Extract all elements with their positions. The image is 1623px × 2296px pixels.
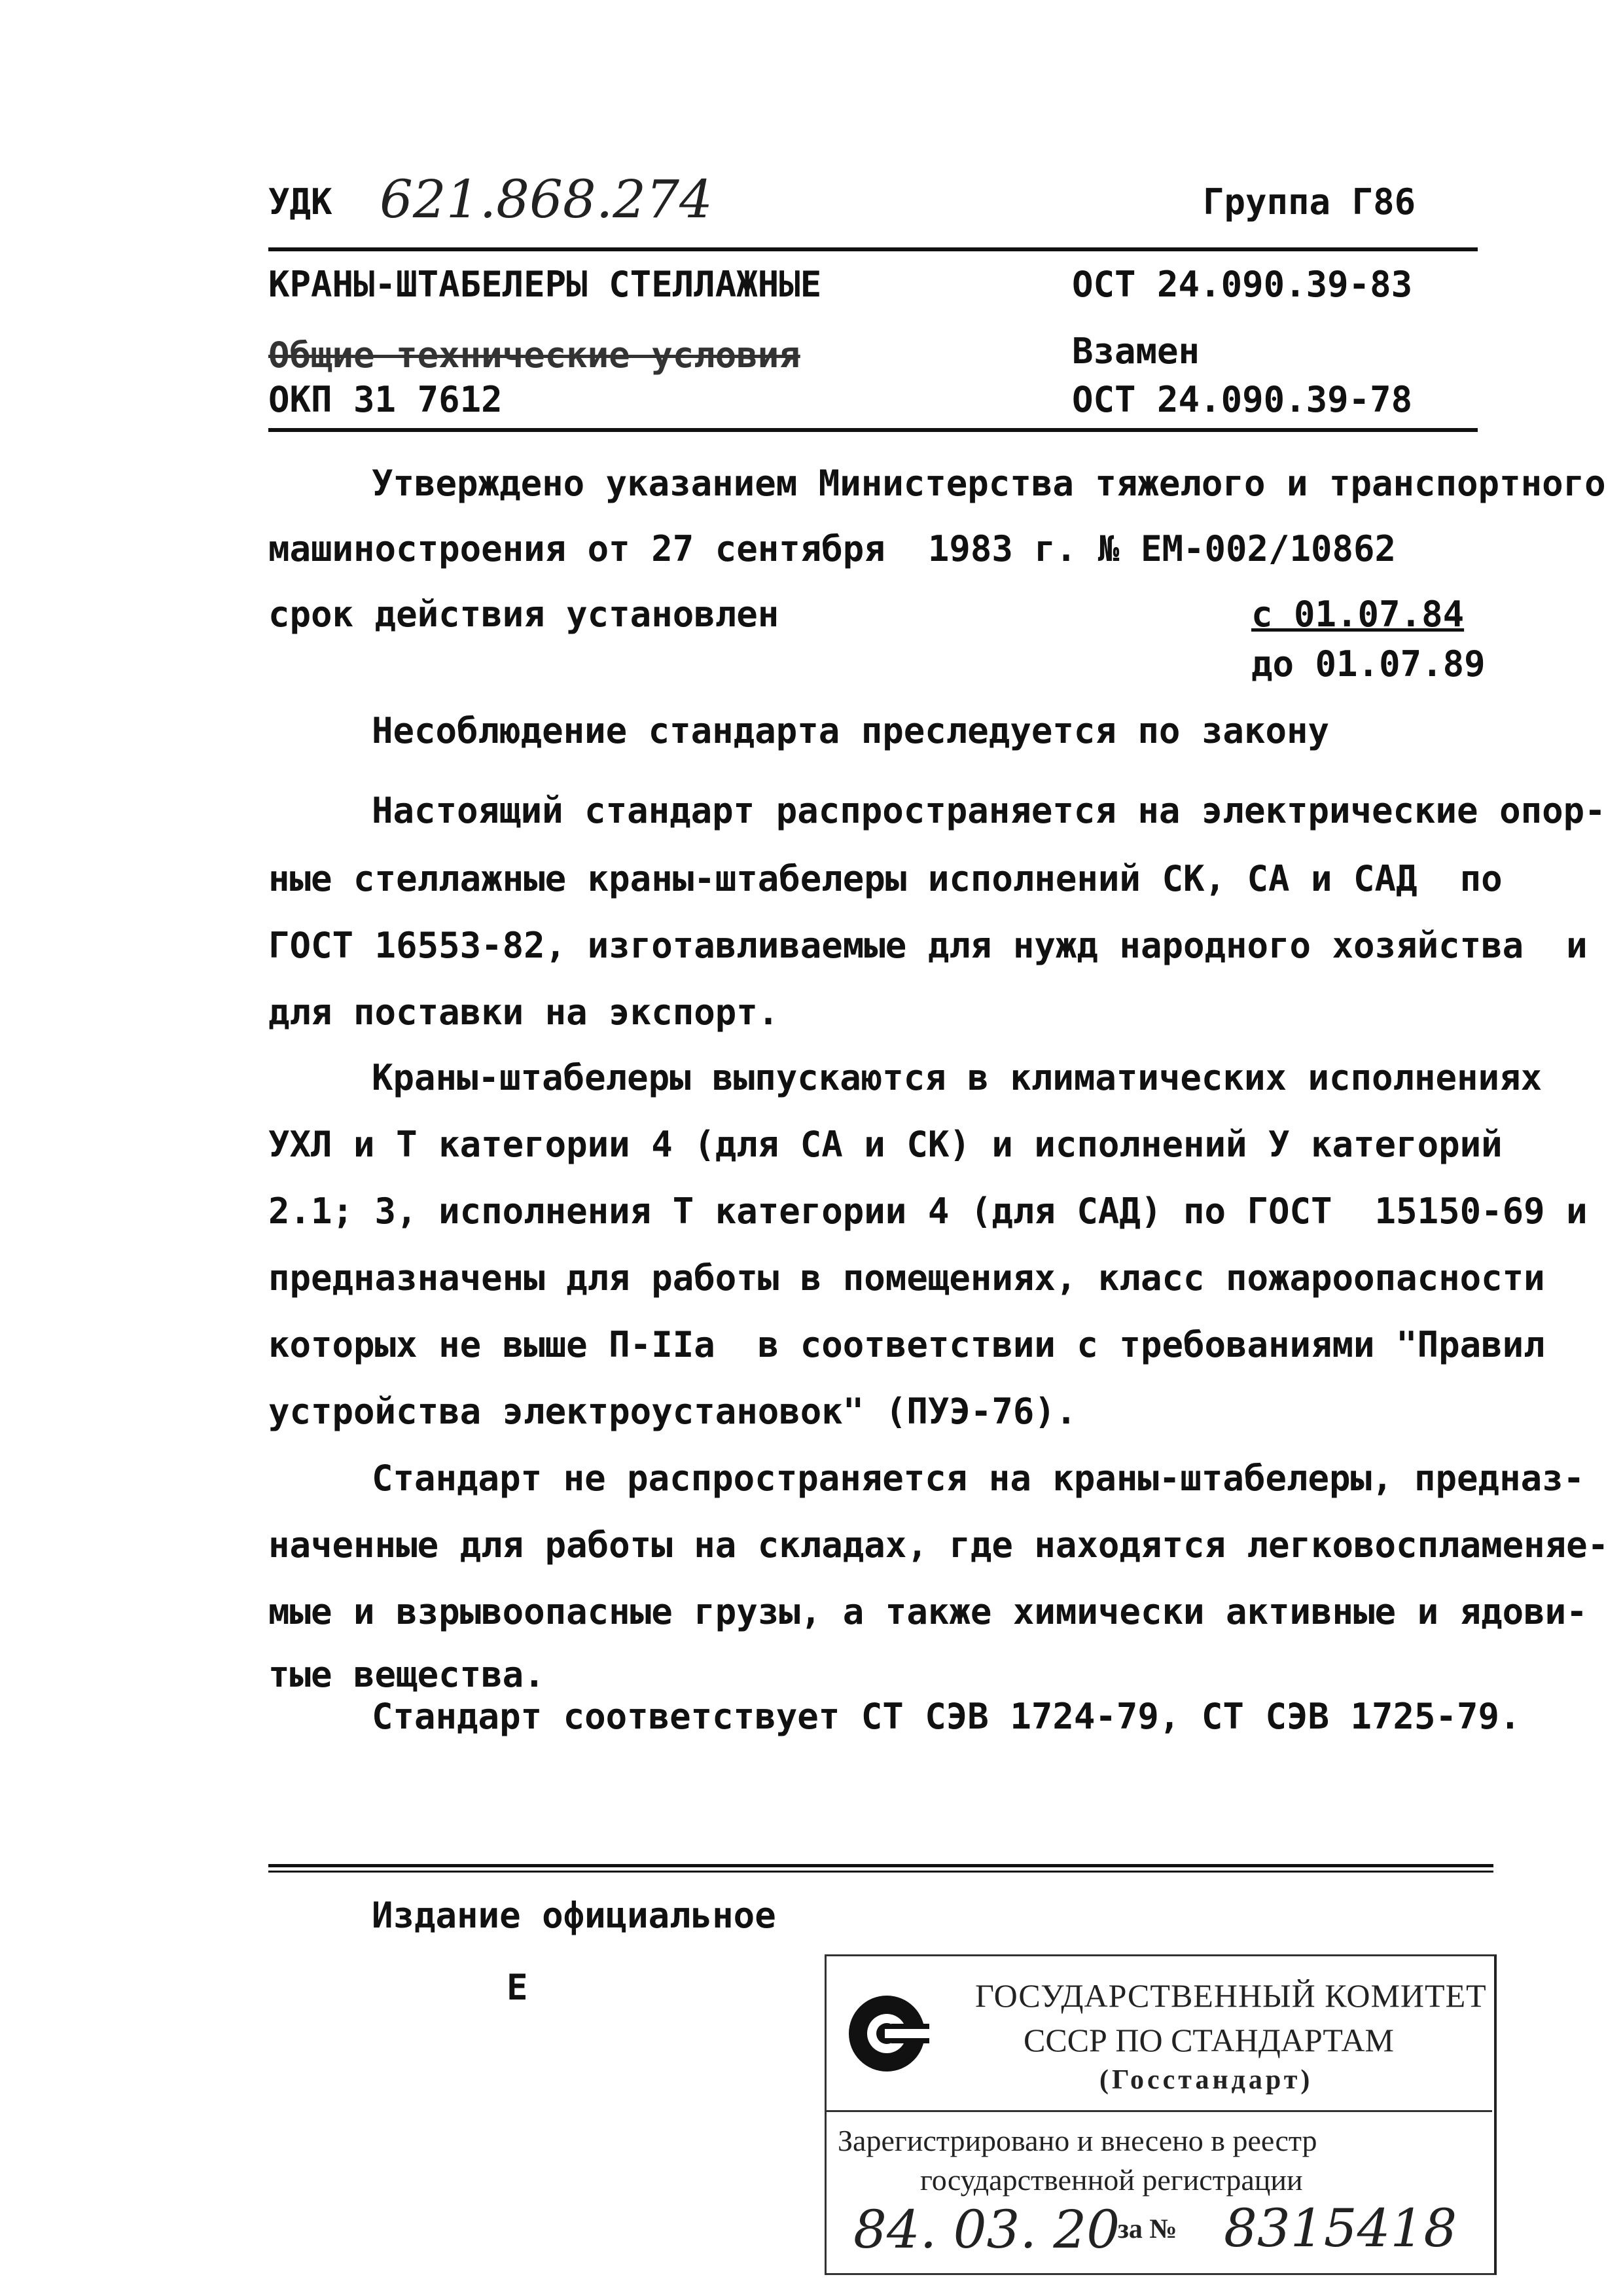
footer-rule-1 <box>268 1864 1493 1867</box>
valid-from: с 01.07.84 <box>1251 594 1465 635</box>
body-line: Краны-штабелеры выпускаются в климатических исполнениях <box>372 1057 1543 1098</box>
body-line: для поставки на экспорт. <box>268 992 779 1033</box>
body-line: ГОСТ 16553-82, изготавливаемые для нужд народного хозяйства и <box>268 925 1588 966</box>
stamp-committee: ГОСУДАРСТВЕННЫЙ КОМИТЕТ <box>975 1977 1487 2014</box>
body-line: Настоящий стандарт распространяется на электрические опор- <box>372 790 1606 831</box>
edition-label: Издание официальное <box>372 1895 776 1936</box>
stamp-ussr: СССР ПО СТАНДАРТАМ <box>1024 2022 1394 2058</box>
title-standard-name: КРАНЫ-ШТАБЕЛЕРЫ СТЕЛЛАЖНЫЕ <box>268 264 822 305</box>
body-line: наченные для работы на складах, где находятся легковоспламеняе- <box>268 1524 1609 1566</box>
approval-line-2: машиностроения от 27 сентября 1983 г. № ЕМ-002/10862 <box>268 528 1397 569</box>
standard-number: ОСТ 24.090.39-83 <box>1072 264 1413 305</box>
stamp-gosstandart: (Госстандарт) <box>1099 2065 1313 2095</box>
replaced-standard: ОСТ 24.090.39-78 <box>1072 379 1413 420</box>
group-label: Группа Г86 <box>1203 181 1416 223</box>
stamp-registry: государственной регистрации <box>920 2163 1303 2197</box>
body-line: устройства электроустановок" (ПУЭ-76). <box>268 1391 1077 1432</box>
body-line: ные стеллажные краны-штабелеры исполнений СК, СА и САД по <box>268 858 1503 899</box>
footer-rule-2 <box>268 1871 1493 1873</box>
registration-stamp <box>825 1954 1496 2275</box>
stamp-number-label: за № <box>1118 2214 1177 2244</box>
stamp-registered: Зарегистрировано и внесено в реестр <box>838 2124 1317 2157</box>
replaces-label: Взамен <box>1072 331 1200 372</box>
edition-letter: Е <box>507 1967 528 2008</box>
body-line: которых не выше П-IIа в соответствии с требованиями "Правил <box>268 1324 1545 1365</box>
valid-to: до 01.07.89 <box>1251 643 1486 685</box>
law-notice: Несоблюдение стандарта преследуется по закону <box>372 710 1329 751</box>
body-line: тые вещества. <box>268 1654 545 1695</box>
udk-handwritten: 621.868.274 <box>380 169 713 230</box>
body-line: УХЛ и Т категории 4 (для СА и СК) и исполнений У категорий <box>268 1124 1503 1165</box>
approval-line-1: Утверждено указанием Министерства тяжелого и транспортного <box>372 463 1606 504</box>
stamp-date-handwritten: 84. 03. 20 <box>853 2199 1120 2260</box>
okp-code: ОКП 31 7612 <box>268 379 503 420</box>
title-subtitle: Общие технические условия <box>268 334 800 376</box>
udk-label: УДК <box>268 181 332 223</box>
body-line: мые и взрывоопасные грузы, а также химически активные и ядови- <box>268 1591 1588 1632</box>
gosstandart-logo-icon <box>844 1991 929 2076</box>
body-line: Стандарт соответствует СТ СЭВ 1724-79, СТ СЭВ 1725-79. <box>372 1696 1521 1737</box>
stamp-divider <box>825 2110 1492 2112</box>
header-rule <box>268 247 1478 251</box>
term-label: срок действия установлен <box>268 594 779 635</box>
body-line: Стандарт не распространяется на краны-штабелеры, предназ- <box>372 1458 1585 1499</box>
stamp-number-handwritten: 8315418 <box>1224 2198 1457 2259</box>
title-rule <box>268 428 1478 432</box>
body-line: предназначены для работы в помещениях, класс пожароопасности <box>268 1257 1545 1299</box>
body-line: 2.1; 3, исполнения Т категории 4 (для САД) по ГОСТ 15150-69 и <box>268 1191 1588 1232</box>
